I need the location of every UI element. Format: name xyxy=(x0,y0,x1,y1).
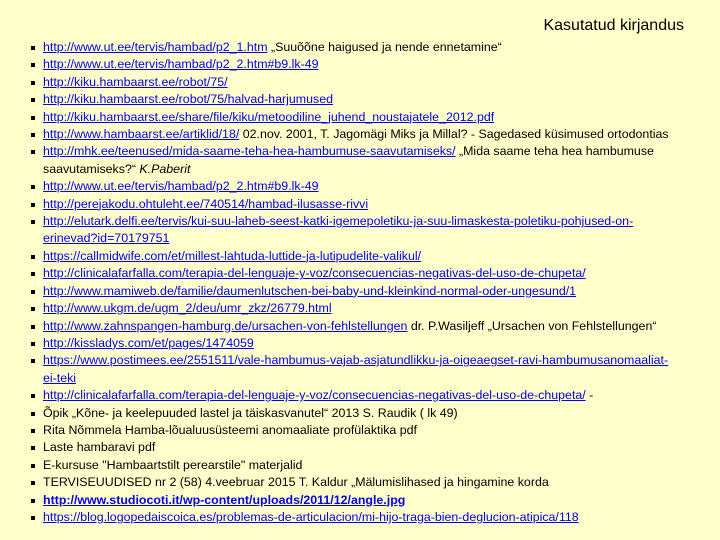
reference-link[interactable]: https://blog.logopedaiscoica.es/problemas-de-articulacion/mi-hijo-traga-bien-deglucion-atipica/118 xyxy=(43,509,579,524)
reference-link[interactable]: https://www.postimees.ee/2551511/vale-hambumus-vajab-asjatundlikku-ja-oigeaegset-ravi-hambumusanomaaliat-ei-teki xyxy=(43,353,669,385)
reference-link[interactable]: http://mhk.ee/teenused/mida-saame-teha-hea-hambumuse-saavutamiseks/ xyxy=(43,144,456,159)
reference-note: - xyxy=(585,388,594,403)
reference-item xyxy=(30,143,680,178)
reference-note: TERVISEUUDISED nr 2 (58) 4.veebruar 2015 T. Kaldur „Mälumislihased ja hingamine korda xyxy=(43,475,549,490)
page-title: Kasutatud kirjandus xyxy=(543,17,684,34)
reference-author: K.Paberit xyxy=(139,161,191,176)
reference-link[interactable]: http://www.hambaarst.ee/artiklid/18/ xyxy=(43,127,240,142)
reference-link[interactable]: http://www.ut.ee/tervis/hambad/p2_1.htm xyxy=(43,40,268,54)
reference-item xyxy=(30,335,680,352)
reference-item xyxy=(30,439,680,456)
reference-note: E-kursuse "Hambaartstilt perearstile" materjalid xyxy=(43,457,303,472)
reference-link[interactable]: http://www.ut.ee/tervis/hambad/p2_2.htm#b9.lk-49 xyxy=(43,57,319,72)
reference-note: „Mida saame teha hea hambumuse saavutamiseks?“ xyxy=(43,144,654,176)
reference-item xyxy=(30,318,680,335)
reference-link[interactable]: http://elutark.delfi.ee/tervis/kui-suu-laheb-seest-katki-igemepoletiku-ja-suu-limaskesta-poletiku-pohjused-on-erinevad?id=70179751 xyxy=(43,214,634,246)
reference-item xyxy=(30,74,680,91)
reference-item xyxy=(30,509,680,526)
reference-link[interactable]: http://www.studiocoti.it/wp-content/uploads/2011/12/angle.jpg xyxy=(43,492,406,507)
reference-item xyxy=(30,213,680,248)
reference-item xyxy=(30,109,680,126)
reference-item xyxy=(30,422,680,439)
reference-item xyxy=(30,352,680,387)
reference-link[interactable]: http://kiku.hambaarst.ee/share/file/kiku/metoodiline_juhend_noustajatele_2012.pdf xyxy=(43,109,495,124)
reference-item xyxy=(30,248,680,265)
reference-item xyxy=(30,492,680,509)
reference-item xyxy=(30,387,680,404)
reference-link[interactable]: http://kissladys.com/et/pages/1474059 xyxy=(43,335,254,350)
reference-link[interactable]: http://www.ut.ee/tervis/hambad/p2_2.htm#b9.lk-49 xyxy=(43,179,319,194)
reference-link[interactable]: http://clinicalafarfalla.com/terapia-del-lenguaje-y-voz/consecuencias-negativas-del-uso-de-chupeta/ xyxy=(43,266,586,281)
reference-link[interactable]: http://www.ukgm.de/ugm_2/deu/umr_zkz/26779.html xyxy=(43,301,332,316)
reference-item xyxy=(30,457,680,474)
reference-item xyxy=(30,265,680,282)
reference-item xyxy=(30,283,680,300)
reference-link[interactable]: http://perejakodu.ohtuleht.ee/740514/hambad-ilusasse-rivvi xyxy=(43,196,369,211)
reference-item xyxy=(30,178,680,195)
reference-item xyxy=(30,474,680,491)
reference-note: „Suuõõne haigused ja nende ennetamine“ xyxy=(267,40,502,54)
reference-note: Rita Nõmmela Hamba-lõualuusüsteemi anomaaliate profülaktika pdf xyxy=(43,422,417,437)
reference-item xyxy=(30,405,680,422)
reference-link[interactable]: http://kiku.hambaarst.ee/robot/75/halvad-harjumused xyxy=(43,92,333,107)
reference-item xyxy=(30,39,680,56)
reference-link[interactable]: http://clinicalafarfalla.com/terapia-del-lenguaje-y-voz/consecuencias-negativas-del-uso-de-chupeta/ xyxy=(43,388,586,403)
reference-list xyxy=(30,39,680,526)
reference-note: 02.nov. 2001, T. Jagomägi Miks ja Millal? - Sagedased küsimused ortodontias xyxy=(239,127,669,142)
reference-link[interactable]: https://callmidwife.com/et/millest-lahtuda-luttide-ja-lutipudelite-valikul/ xyxy=(43,248,422,263)
reference-link[interactable]: http://kiku.hambaarst.ee/robot/75/ xyxy=(43,74,228,89)
reference-link[interactable]: http://www.zahnspangen-hamburg.de/ursachen-von-fehlstellungen xyxy=(43,318,408,333)
reference-note: Õpik „Kõne- ja keelepuuded lastel ja täiskasvanutel“ 2013 S. Raudik ( lk 49) xyxy=(43,405,458,420)
reference-item xyxy=(30,196,680,213)
reference-item xyxy=(30,300,680,317)
reference-note: dr. P.Wasiljeff „Ursachen von Fehlstellungen“ xyxy=(407,318,657,333)
reference-item xyxy=(30,56,680,73)
reference-item xyxy=(30,91,680,108)
reference-link[interactable]: http://www.mamiweb.de/familie/daumenlutschen-bei-baby-und-kleinkind-normal-oder-ungesund/1 xyxy=(43,283,577,298)
reference-item xyxy=(30,126,680,143)
reference-note: Laste hambaravi pdf xyxy=(43,440,156,455)
